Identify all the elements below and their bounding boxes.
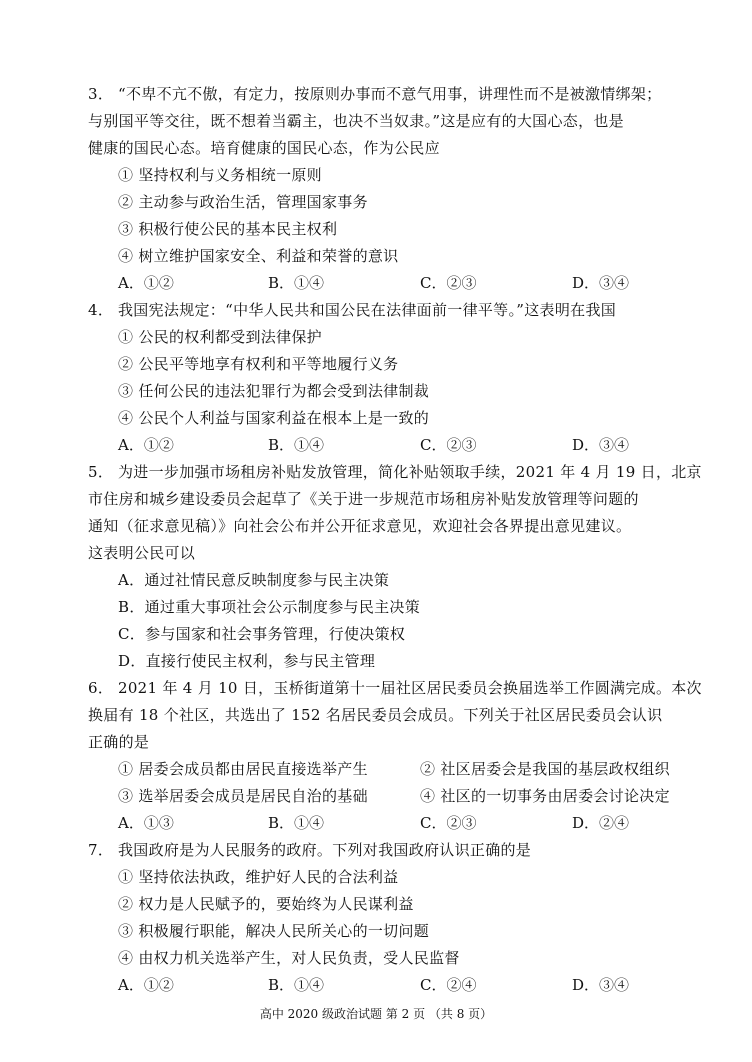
question-text-line: 我国宪法规定：“中华人民共和国公民在法律面前一律平等。”这表明在我国 [118,301,617,319]
choice-c: C．②③ [420,436,477,454]
choice-d: D．②④ [572,814,630,832]
choice-a: A．①② [118,274,174,292]
question-number: 4． [88,301,114,319]
choice-d: D．直接行使民主权利，参与民主管理 [118,652,376,670]
question-text-line: 2021 年 4 月 10 日，玉桥街道第十一届社区居民委员会换届选举工作圆满完成。本次 [118,679,702,697]
statement-item: ④ 公民个人利益与国家利益在根本上是一致的 [118,409,430,427]
statement-item: ① 居委会成员都由居民直接选举产生 [118,760,368,778]
question-text-line: 我国政府是为人民服务的政府。下列对我国政府认识正确的是 [118,841,532,859]
question-text-line: 为进一步加强市场租房补贴发放管理，简化补贴领取手续，2021 年 4 月 19 日，北京 [118,463,702,481]
statement-item: ④ 由权力机关选举产生，对人民负责，受人民监督 [118,949,460,967]
question-text-line: 换届有 18 个社区，共选出了 152 名居民委员会成员。下列关于社区居民委员会认识 [88,706,663,724]
question-text-line: “不卑不亢不傲，有定力，按原则办事而不意气用事，讲理性而不是被激情绑架； [118,85,662,103]
choice-a: A．通过社情民意反映制度参与民主决策 [118,571,390,589]
statement-item: ③ 任何公民的违法犯罪行为都会受到法律制裁 [118,382,430,400]
choice-b: B．①④ [268,436,325,454]
question-text-line: 市住房和城乡建设委员会起草了《关于进一步规范市场租房补贴发放管理等问题的 [88,490,639,508]
choice-c: C．②③ [420,814,477,832]
question-number: 5． [88,463,114,481]
statement-item: ② 公民平等地享有权利和平等地履行义务 [118,355,399,373]
statement-item: ③ 选举居委会成员是居民自治的基础 [118,787,368,805]
statement-item: ① 公民的权利都受到法律保护 [118,328,322,346]
statement-item: ④ 树立维护国家安全、利益和荣誉的意识 [118,247,399,265]
statement-item: ③ 积极行使公民的基本民主权利 [118,220,338,238]
question-number: 3． [88,85,114,103]
choice-b: B．①④ [268,814,325,832]
question-text-line: 通知（征求意见稿）》向社会公布并公开征求意见，欢迎社会各界提出意见建议。 [88,517,632,535]
question-number: 6． [88,679,114,697]
choice-c: C．②④ [420,976,477,994]
choice-d: D．③④ [572,976,630,994]
question-number: 7． [88,841,114,859]
statement-item: ② 权力是人民赋予的，要始终为人民谋利益 [118,895,414,913]
page-footer: 高中 2020 级政治试题 第 2 页 （共 8 页） [259,1007,493,1021]
choice-a: A．①② [118,976,174,994]
statement-item: ① 坚持依法执政，维护好人民的合法利益 [118,868,399,886]
choice-b: B．①④ [268,976,325,994]
choice-d: D．③④ [572,436,630,454]
question-text-line: 正确的是 [88,733,150,751]
question-text-line: 与别国平等交往，既不想着当霸主，也决不当奴隶。”这是应有的大国心态，也是 [88,112,624,130]
choice-a: A．①③ [118,814,174,832]
statement-item: ④ 社区的一切事务由居委会讨论决定 [420,787,670,805]
statement-item: ② 主动参与政治生活，管理国家事务 [118,193,368,211]
statement-item: ① 坚持权利与义务相统一原则 [118,166,322,184]
statement-item: ③ 积极履行职能，解决人民所关心的一切问题 [118,922,430,940]
choice-c: C．②③ [420,274,477,292]
statement-item: ② 社区居委会是我国的基层政权组织 [420,760,670,778]
choice-b: B．通过重大事项社会公示制度参与民主决策 [118,598,421,616]
choice-d: D．③④ [572,274,630,292]
question-text-line: 健康的国民心态。培育健康的国民心态，作为公民应 [88,139,440,157]
choice-c: C．参与国家和社会事务管理，行使决策权 [118,625,406,643]
choice-b: B．①④ [268,274,325,292]
question-text-line: 这表明公民可以 [88,544,196,562]
choice-a: A．①② [118,436,174,454]
